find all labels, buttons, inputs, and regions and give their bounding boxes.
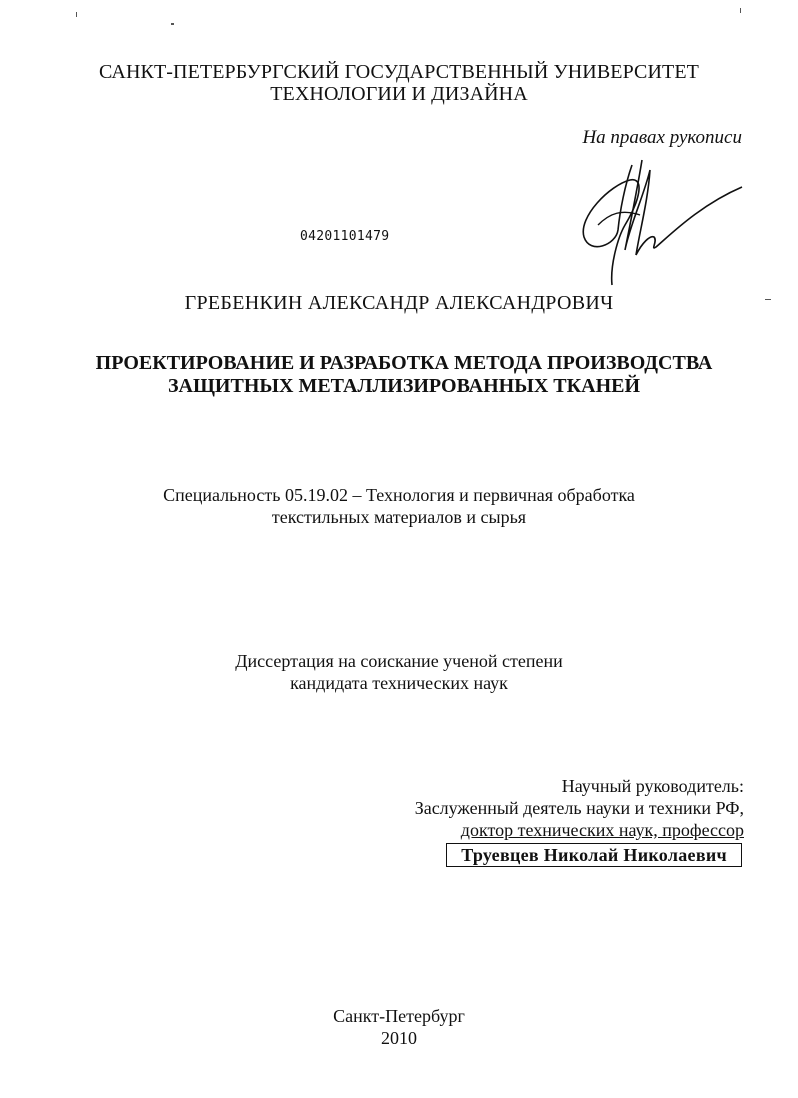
university-line-2: ТЕХНОЛОГИИ И ДИЗАЙНА [270, 83, 528, 105]
title-line-1: ПРОЕКТИРОВАНИЕ И РАЗРАБОТКА МЕТОДА ПРОИЗВОДСТВА [95, 352, 713, 374]
handwritten-signature [570, 155, 760, 290]
university-name [0, 61, 798, 105]
author-name: ГРЕБЕНКИН АЛЕКСАНДР АЛЕКСАНДРОВИЧ [184, 292, 614, 314]
scan-speck [740, 8, 741, 13]
rights-note: На правах рукописи [582, 127, 742, 148]
year: 2010 [381, 1028, 417, 1048]
dissertation-title [0, 352, 798, 398]
supervisor-block [415, 775, 744, 867]
place-and-year [0, 1005, 798, 1049]
supervisor-heading: Научный руководитель: [561, 776, 744, 796]
supervisor-name: Труевцев Николай Николаевич [446, 843, 742, 867]
university-line-1: САНКТ-ПЕТЕРБУРГСКИЙ ГОСУДАРСТВЕННЫЙ УНИВЕРСИТЕТ [98, 61, 699, 83]
degree-line-2: кандидата технических наук [290, 673, 508, 693]
scan-speck [76, 12, 77, 17]
degree-statement [0, 650, 798, 694]
scan-speck [171, 23, 174, 25]
supervisor-title-2: доктор технических наук, профессор [460, 820, 744, 840]
specialty-line-1: Специальность 05.19.02 – Технология и первичная обработка [163, 485, 635, 505]
document-number: 04201101479 [300, 229, 390, 244]
supervisor-title-1: Заслуженный деятель науки и техники РФ, [414, 798, 744, 818]
city: Санкт-Петербург [333, 1006, 465, 1026]
degree-line-1: Диссертация на соискание ученой степени [235, 651, 563, 671]
title-line-2: ЗАЩИТНЫХ МЕТАЛЛИЗИРОВАННЫХ ТКАНЕЙ [167, 375, 641, 397]
specialty [0, 484, 798, 528]
specialty-line-2: текстильных материалов и сырья [271, 507, 527, 527]
